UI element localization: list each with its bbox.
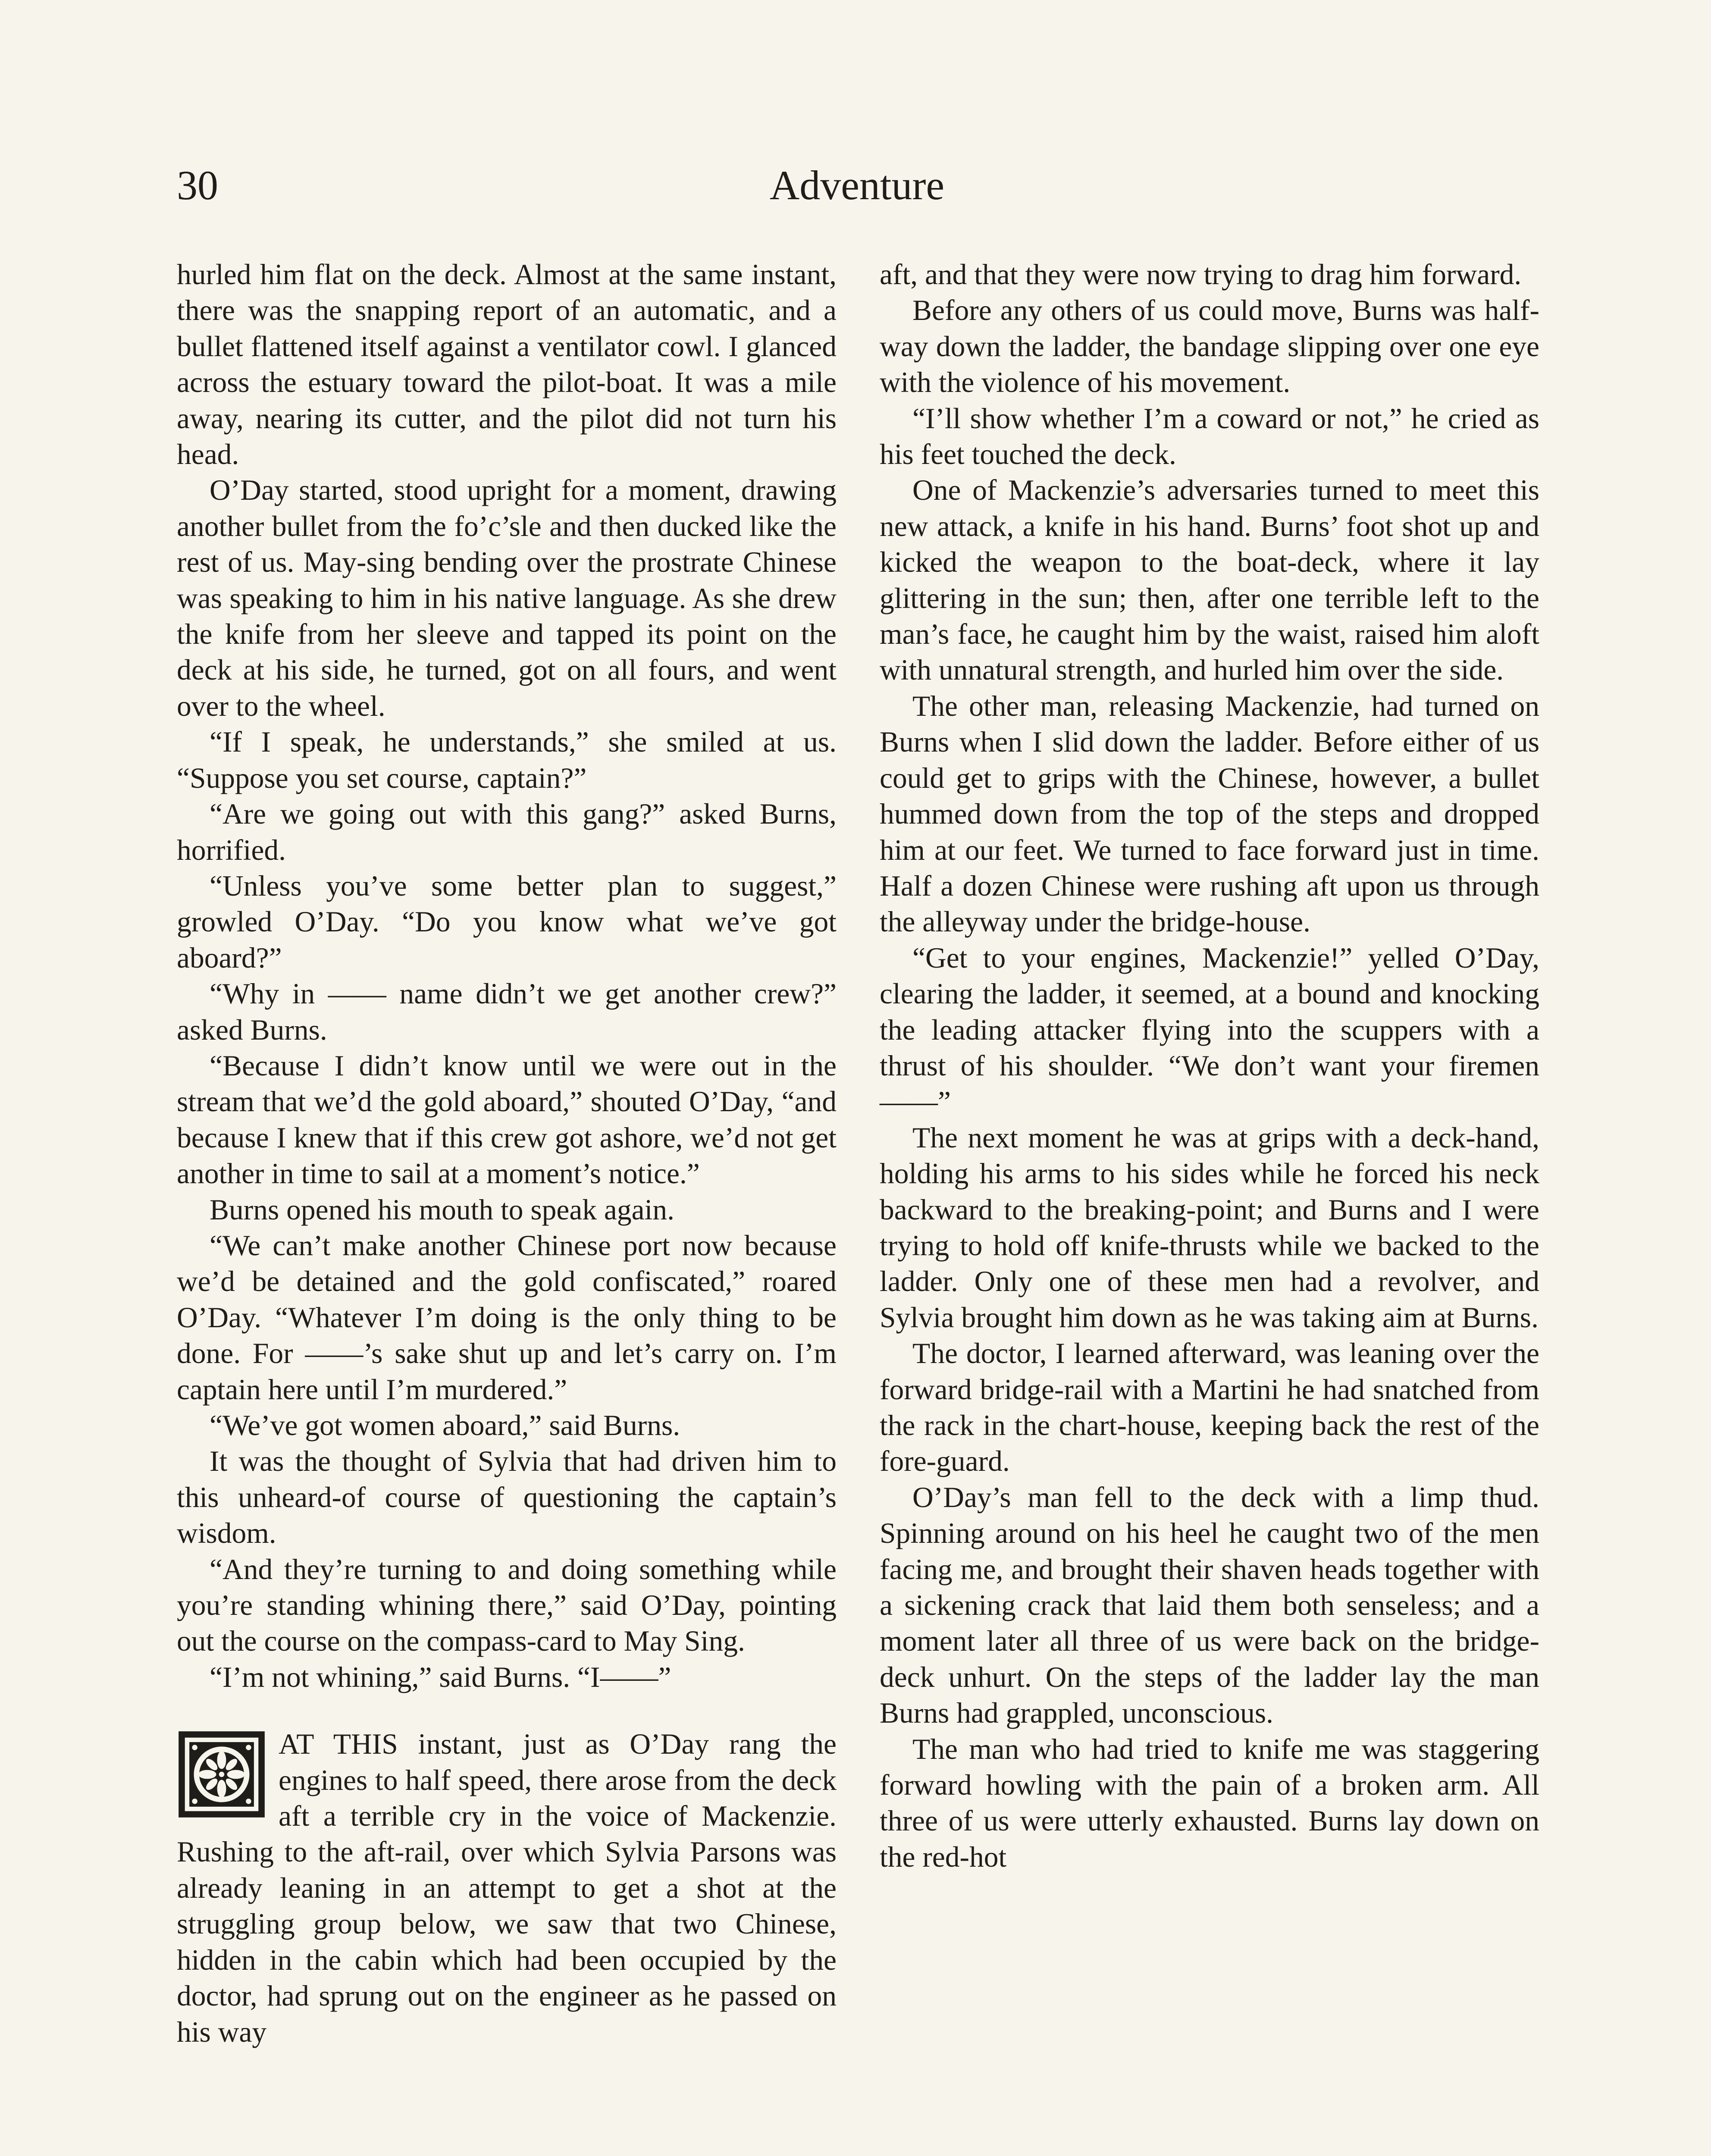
paragraph: “Because I didn’t know until we were out in the stream that we’d the gold aboard,” shouted O’Day, “and because I knew that if this crew got ashore, we’d not get another in time to sail at a moment’s notice.” <box>177 1049 837 1190</box>
running-title: Adventure <box>769 162 945 208</box>
paragraph: “Why in —— name didn’t we get another crew?” asked Burns. <box>177 978 837 1046</box>
paragraph: One of Mackenzie’s adversaries turned to meet this new attack, a knife in his hand. Burns’ foot shot up and kicked the weapon to the boat-deck, where it lay glittering in the sun; then, after one terrible left to the man’s face, he caught him by the waist, raised him aloft with unnatural strength, and hurled him over the side. <box>880 474 1539 686</box>
left-column <box>177 257 837 2050</box>
paragraph: “And they’re turning to and doing something while you’re standing whining there,” said O’Day, pointing out the course on the compass-card to May Sing. <box>177 1553 837 1658</box>
paragraph: hurled him flat on the deck. Almost at the same instant, there was the snapping report of an automatic, and a bullet flattened itself against a ventilator cowl. I glanced across the estuary toward the pilot-boat. It was a mile away, nearing its cutter, and the pilot did not turn his head. <box>177 258 837 471</box>
paragraph: The next moment he was at grips with a deck-hand, holding his arms to his sides while he forced his neck backward to the breaking-point; and Burns and I were trying to hold off knife-thrusts while we backed to the ladder. Only one of these men had a revolver, and Sylvia brought him down as he was taking aim at Burns. <box>880 1121 1539 1334</box>
paragraph: The man who had tried to knife me was staggering forward howling with the pain of a broken arm. All three of us were utterly exhausted. Burns lay down on the red-hot <box>880 1733 1539 1873</box>
paragraph: The doctor, I learned afterward, was leaning over the forward bridge-rail with a Martini he had snatched from the rack in the chart-house, keeping back the rest of the fore-guard. <box>880 1337 1539 1478</box>
paragraph: The other man, releasing Mackenzie, had turned on Burns when I slid down the ladder. Before either of us could get to grips with the Chinese, however, a bullet hummed down from the top of the steps and dropped him at our feet. We turned to face forward just in time. Half a dozen Chinese were rushing aft upon us through the alleyway under the bridge-house. <box>880 689 1539 938</box>
paragraph: aft, and that they were now trying to drag him forward. <box>880 258 1522 291</box>
paragraph: “I’ll show whether I’m a coward or not,” he cried as his feet touched the deck. <box>880 402 1539 471</box>
page-header <box>177 160 1537 229</box>
page-number: 30 <box>177 162 218 208</box>
ornament-icon <box>177 1730 266 1819</box>
paragraph: Burns opened his mouth to speak again. <box>210 1193 674 1226</box>
paragraph: AT THIS instant, just as O’Day rang the engines to half speed, there arose from the deck aft a terrible cry in the voice of Mackenzie. Rushing to the aft-rail, over which Sylvia Parsons was already leaning in an attempt to get a shot at the struggling group below, we saw that two Chinese, hidden in the cabin which had been occupied by the doctor, had sprung out on the engineer as he passed on his way <box>177 1728 837 2048</box>
right-column <box>880 257 1539 1875</box>
paragraph: Before any others of us could move, Burns was half-way down the ladder, the bandage slipping over one eye with the violence of his movement. <box>880 294 1539 399</box>
paragraph: “Get to your engines, Mackenzie!” yelled O’Day, clearing the ladder, it seemed, at a bound and knocking the leading attacker flying into the scuppers with a thrust of his shoulder. “We don’t want your firemen——” <box>880 941 1539 1118</box>
paragraph: “We can’t make another Chinese port now because we’d be detained and the gold confiscated,” roared O’Day. “Whatever I’m doing is the only thing to be done. For ——’s sake shut up and let’s carry on. I’m captain here until I’m murdered.” <box>177 1229 837 1406</box>
paragraph: “We’ve got women aboard,” said Burns. <box>210 1409 680 1442</box>
paragraph: O’Day’s man fell to the deck with a limp thud. Spinning around on his heel he caught two of the men facing me, and brought their shaven heads together with a sickening crack that laid them both senseless; and a moment later all three of us were back on the bridge-deck unhurt. On the steps of the ladder lay the man Burns had grappled, unconscious. <box>880 1481 1539 1730</box>
paragraph: It was the thought of Sylvia that had driven him to this unheard-of course of questioning the captain’s wisdom. <box>177 1445 837 1550</box>
paragraph: “If I speak, he understands,” she smiled at us. “Suppose you set course, captain?” <box>177 726 837 794</box>
section-break-paragraph <box>177 1726 837 2050</box>
paragraph: “Unless you’ve some better plan to suggest,” growled O’Day. “Do you know what we’ve got aboard?” <box>177 869 837 974</box>
paragraph: “I’m not whining,” said Burns. “I——” <box>210 1661 671 1693</box>
paragraph: “Are we going out with this gang?” asked Burns, horrified. <box>177 798 837 866</box>
paragraph: O’Day started, stood upright for a moment, drawing another bullet from the fo’c’sle and then ducked like the rest of us. May-sing bending over the prostrate Chinese was speaking to him in his native language. As she drew the knife from her sleeve and tapped its point on the deck at his side, he turned, got on all fours, and went over to the wheel. <box>177 474 837 722</box>
